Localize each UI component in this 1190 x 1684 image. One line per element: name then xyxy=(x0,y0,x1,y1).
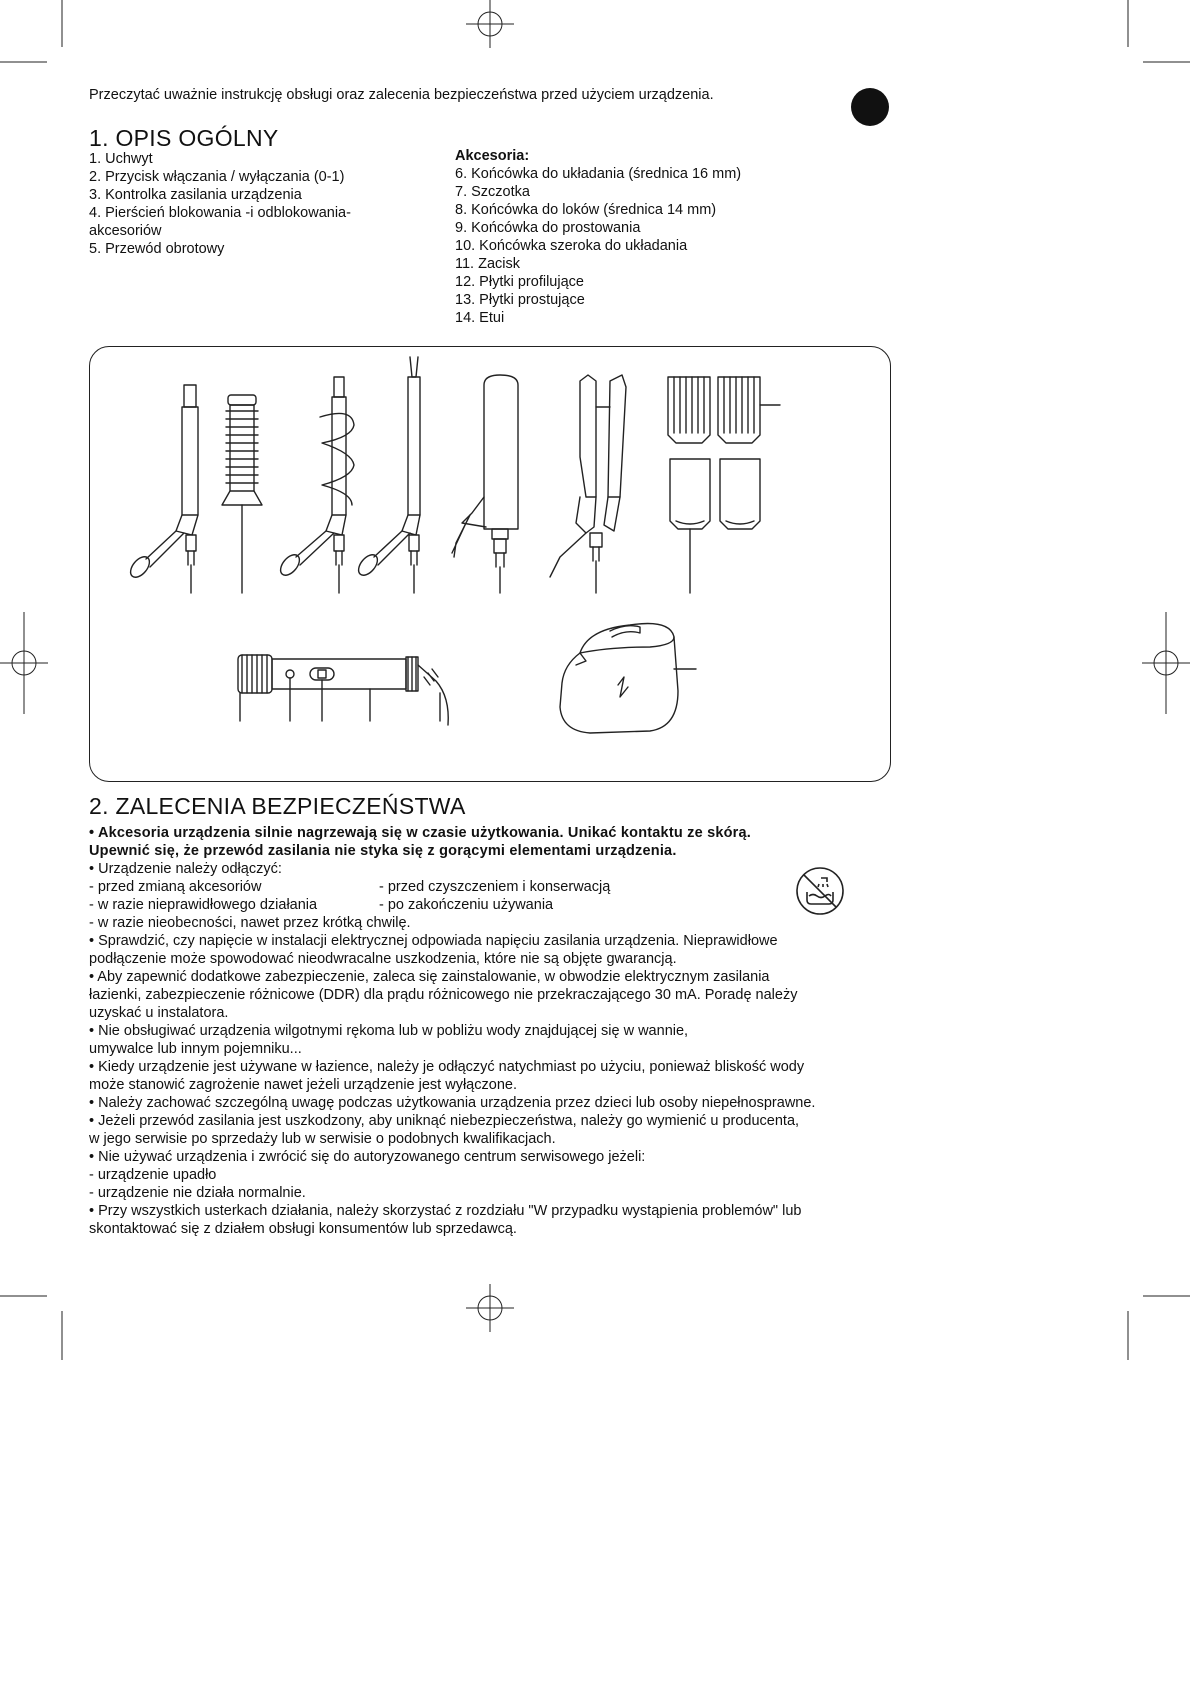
section1-title: 1. OPIS OGÓLNY xyxy=(89,125,279,151)
paragraph-line: - urządzenie upadło xyxy=(89,1167,217,1183)
paragraph-line: umywalce lub innym pojemniku... xyxy=(89,1041,302,1057)
registration-crosshair-icon xyxy=(0,612,48,714)
list-item: 9. Końcówka do prostowania xyxy=(455,220,641,236)
black-circle-badge xyxy=(851,88,889,126)
unplug-right: - po zakończeniu używania xyxy=(379,897,554,913)
list-item: 10. Końcówka szeroka do układania xyxy=(455,238,688,254)
list-item: akcesoriów xyxy=(89,223,162,239)
list-item: 2. Przycisk włączania / wyłączania (0-1) xyxy=(89,169,345,185)
list-item: 3. Kontrolka zasilania urządzenia xyxy=(89,187,302,203)
unplug-left: - w razie nieprawidłowego działania xyxy=(89,897,318,913)
paragraph-line: uzyskać u instalatora. xyxy=(89,1005,229,1021)
straightening-tip-icon xyxy=(355,357,420,593)
paragraph-line: skontaktować się z działem obsługi konsumentów lub sprzedawcą. xyxy=(89,1221,517,1237)
unplug-row xyxy=(89,878,889,896)
intro-text: Przeczytać uważnie instrukcję obsługi oraz zalecenia bezpieczeństwa przed użyciem urządzenia. xyxy=(89,87,714,103)
list-item: 12. Płytki profilujące xyxy=(455,274,584,290)
product-drawing xyxy=(90,347,892,783)
handle-icon xyxy=(238,655,448,725)
registration-crosshair-icon xyxy=(466,0,514,48)
paragraph-line: • Jeżeli przewód zasilania jest uszkodzony, aby uniknąć niebezpieczeństwa, należy go wymienić u producenta, xyxy=(89,1113,800,1129)
profiling-plates-icon xyxy=(668,377,780,443)
safety-text xyxy=(89,824,889,1238)
list-item: 14. Etui xyxy=(455,310,505,326)
section2-title: 2. ZALECENIA BEZPIECZEŃSTWA xyxy=(89,793,466,819)
carry-case-icon xyxy=(560,624,696,734)
list-item: 6. Końcówka do układania (średnica 16 mm) xyxy=(455,166,742,182)
paragraph-line: łazienki, zabezpieczenie różnicowe (DDR) dla prądu różnicowego nie przekraczającego 30 mA. Poradę należy xyxy=(89,987,798,1003)
unplug-row xyxy=(89,896,889,914)
paragraph-line: • Należy zachować szczególną uwagę podczas użytkowania urządzenia przez dzieci lub osoby niepełnosprawne. xyxy=(89,1095,816,1111)
warning-line: Upewnić się, że przewód zasilania nie styka się z gorącymi elementami urządzenia. xyxy=(89,843,677,859)
paragraph-line: • Kiedy urządzenie jest używane w łazience, należy je odłączyć natychmiast po użyciu, ponieważ bliskość wody xyxy=(89,1059,805,1075)
product-illustration xyxy=(89,346,891,782)
paragraph-line: może stanowić zagrożenie nawet jeżeli urządzenie jest wyłączone. xyxy=(89,1077,517,1093)
list-item: 8. Końcówka do loków (średnica 14 mm) xyxy=(455,202,717,218)
paragraph-line: • Aby zapewnić dodatkowe zabezpieczenie, zaleca się zainstalowanie, w obwodzie elektrycznym zasilania xyxy=(89,969,770,985)
accessories-list xyxy=(455,147,741,327)
paragraph-line: • Przy wszystkich usterkach działania, należy skorzystać z rozdziału "W przypadku wystąpienia problemów" lub xyxy=(89,1203,802,1219)
paragraph-line: • Sprawdzić, czy napięcie w instalacji elektrycznej odpowiada napięciu zasilania urządzenia. Nieprawidłowe xyxy=(89,933,778,949)
list-item: 7. Szczotka xyxy=(455,184,530,200)
registration-crosshair-icon xyxy=(1142,612,1190,714)
paragraph-line: • Nie obsługiwać urządzenia wilgotnymi rękoma lub w pobliżu wody znajdującej się w wannie, xyxy=(89,1023,689,1039)
paragraph-line: - urządzenie nie działa normalnie. xyxy=(89,1185,306,1201)
registration-crosshair-icon xyxy=(466,1284,514,1332)
paragraph-line: • Nie używać urządzenia i zwrócić się do autoryzowanego centrum serwisowego jeżeli: xyxy=(89,1149,646,1165)
list-item: 4. Pierścień blokowania -i odblokowania- xyxy=(89,205,351,221)
parts-list xyxy=(89,150,351,258)
no-water-bath-icon xyxy=(795,866,845,916)
wide-styling-tip-icon xyxy=(452,375,518,593)
brush-icon xyxy=(222,395,262,593)
curling-iron-icon xyxy=(277,377,354,593)
unplug-title: • Urządzenie należy odłączyć: xyxy=(89,861,282,877)
list-item: 1. Uchwyt xyxy=(89,151,153,167)
styling-tong-icon xyxy=(127,385,198,593)
accessories-title: Akcesoria: xyxy=(455,148,530,164)
list-item: 13. Płytki prostujące xyxy=(455,292,585,308)
list-item: 5. Przewód obrotowy xyxy=(89,241,225,257)
unplug-last: - w razie nieobecności, nawet przez krótką chwilę. xyxy=(89,915,411,931)
paragraph-line: podłączenie może spowodować nieodwracalne uszkodzenia, które nie są objęte gwarancją. xyxy=(89,951,677,967)
straightening-plates-icon xyxy=(670,459,760,593)
unplug-left: - przed zmianą akcesoriów xyxy=(89,879,262,895)
clamp-icon xyxy=(550,375,626,593)
unplug-right: - przed czyszczeniem i konserwacją xyxy=(379,879,611,895)
paragraph-line: w jego serwisie po sprzedaży lub w serwisie o podobnych kwalifikacjach. xyxy=(89,1131,556,1147)
warning-line: • Akcesoria urządzenia silnie nagrzewają się w czasie użytkowania. Unikać kontaktu ze skórą. xyxy=(89,825,752,841)
list-item: 11. Zacisk xyxy=(455,256,521,272)
